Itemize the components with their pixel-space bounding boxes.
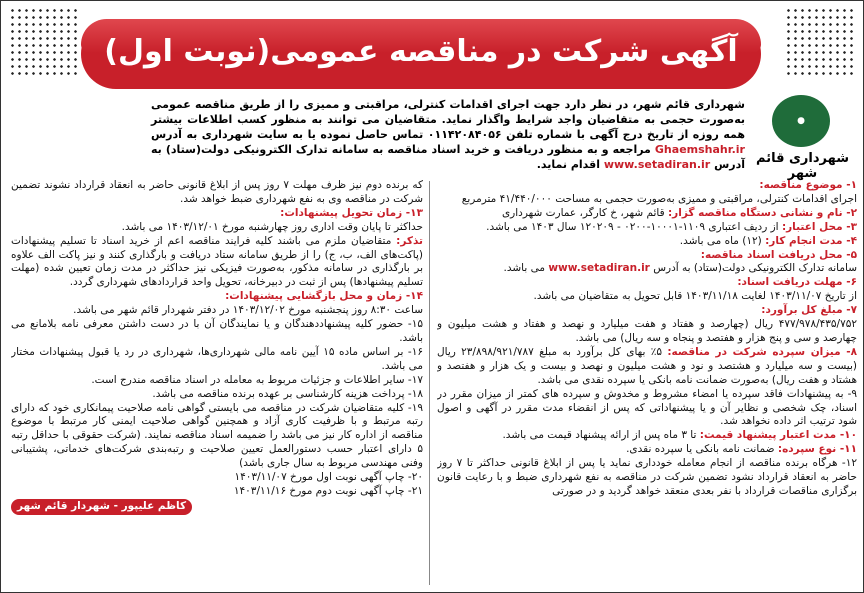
website-link[interactable]: Ghaemshahr.ir: [654, 143, 745, 156]
item-4-text: (۱۲) ماه می باشد.: [679, 234, 762, 247]
item-15-text: ۱۵- حضور کلیه پیشنهاددهندگان و یا نمایندگان آن با در دست داشتن معرفی نامه بلامانع می باشد.: [11, 318, 423, 344]
item-7-heading: ۷- مبلغ کل برآورد:: [761, 304, 857, 317]
title-banner: [81, 19, 761, 89]
item-20-text: ۲۰- چاپ آگهی نوبت اول مورخ ۱۴۰۳/۱۱/۰۷: [234, 471, 423, 484]
emblem-icon: ●: [772, 95, 830, 147]
dot-pattern-right: [785, 7, 855, 79]
item-5-heading: ۵- محل دریافت اسناد مناقصه:: [700, 248, 857, 261]
item-14-heading: ۱۴- زمان و محل بازگشایی پیشنهادات:: [225, 290, 423, 303]
item-19-text: ۱۹- کلیه متقاضیان شرکت در مناقصه می بایستی گواهی نامه صلاحیت پیمانکاری خود که دارای رتبه مرتبط و با ظرفیت کاری آزاد و همچنین گواهی صلاحیت ایمنی کار مرتبط با موضوع مناقصه از اداره کار نیز می باشد را ضمیمه اسناد مناقصه نمایند. (شرکت حقوقی با حداقل رتبه ۵ دارای اعتبار حسب دستورالعمل تعیین صلاحیت و رتبه‌بندی شرکت‌های خدماتی، پشتیبانی وفنی مهندسی مربوط به سال جاری باشد): [11, 401, 423, 470]
item-14-text: ساعت ۸:۳۰ روز پنجشنبه مورخ ۱۴۰۳/۱۲/۰۲ در دفتر شهردار قائم شهر می باشد.: [73, 304, 423, 317]
item-16-text: ۱۶- بر اساس ماده ۱۵ آیین نامه مالی شهرداری‌ها، شهرداری در رد یا قبول پیشنهادات مختار می باشد.: [11, 345, 423, 372]
item-12-continued: که برنده دوم نیز ظرف مهلت ۷ روز پس از ابلاغ قانونی حاضر به انعقاد قرارداد نشوند تضمین شرکت در مناقصه وی به نفع شهرداری ضبط خواهد شد.: [11, 179, 423, 205]
item-10-text: تا ۳ ماه پس از ارائه پیشنهاد قیمت می باشد.: [502, 429, 697, 442]
item-3-heading: ۳- محل اعتبار:: [781, 220, 857, 233]
item-5-text-end: می باشد.: [503, 262, 545, 275]
item-13-heading: ۱۳- زمان تحویل پیشنهادات:: [280, 206, 423, 219]
item-1-heading: ۱- موضوع مناقصه:: [759, 179, 857, 191]
column-divider: [429, 181, 430, 585]
intro-text-1: شهرداری قائم شهر، در نظر دارد جهت اجرای اقدامات کنترلی، مراقبتی و ممیزی را از طریق مناقصه عمومی به‌صورت حجمی به متقاضیان واجد شرایط واگذار نماید. متقاضیان می توانند به منظور کسب اطلاعات بیشتر همه روزه از تاریخ درج آگهی با شماره تلفن ۰۱۱۴۲۰۸۴۰۵۶ تماس حاصل نموده یا به سایت شهرداری به آدرس: [151, 98, 745, 141]
item-1-text: اجرای اقدامات کنترلی، مراقبتی و ممیزی به‌صورت حجمی به مساحت ۴۱/۴۴۰/۰۰۰ مترمربع: [461, 192, 857, 205]
item-10-heading: ۱۰- مدت اعتبار پیشنهاد قیمت:: [699, 429, 857, 442]
item-2-text: قائم شهر، خ کارگر، عمارت شهرداری: [501, 206, 665, 219]
item-11-heading: ۱۱- نوع سپرده:: [777, 443, 857, 456]
item-12-text: ۱۲- هرگاه برنده مناقصه از انجام معامله خودداری نماید یا پس از ابلاغ قانونی حداکثر تا ۷ روز حاضر به انعقاد قرارداد نشود تضمین شرکت در مناقصه به نفع شهرداری ضبط و با رعایت قانون برگزاری مناقصات قرارداد با نفر بعدی منعقد خواهد گردید و در صورتی: [437, 457, 857, 497]
item-5-text: سامانه تدارک الکترونیکی دولت(ستاد) به آدرس: [653, 262, 857, 275]
page-title: آگهی شرکت در مناقصه عمومی(نوبت اول): [104, 34, 738, 69]
item-2-heading: ۲- نام و نشانی دستگاه مناقصه گزار:: [667, 206, 857, 219]
item-5-link[interactable]: www.setadiran.ir: [548, 262, 650, 275]
item-8-text: ۵٪ بهای کل برآورد به مبلغ ۲۳/۸۹۸/۹۲۱/۷۸۷ ریال (بیست و سه میلیارد و هشتصد و نود و هشت میلیون و نهصد و بیست و یک هزار و هفتصد و هشتاد و هفت ریال) به‌صورت ضمانت نامه بانکی یا سپرده نقدی می باشد.: [437, 345, 857, 386]
intro-paragraph: [151, 97, 745, 172]
signature-badge: کاظم علیپور - شهردار قائم شهر: [11, 499, 192, 515]
intro-text-3: اقدام نماید.: [536, 158, 601, 171]
item-7-text: ۴۷۷/۹۷۸/۴۳۵/۷۵۲ ریال (چهارصد و هفتاد و هفت میلیارد و نهصد و هفتاد و هشت میلیون و چهارصد و سی و پنج هزار و هفتصد و پنجاه و سه ریال) می باشد.: [437, 318, 857, 344]
setadiran-link[interactable]: www.setadiran.ir: [603, 158, 711, 171]
logo-name: شهرداری قائم شهر: [756, 151, 849, 181]
intro-text-2: مراجعه و به منظور دریافت و خرید اسناد مناقصه به سامانه تدارک الکترونیکی دولت(ستاد) به آدرس: [151, 143, 745, 171]
item-21-text: ۲۱- چاپ آگهی نوبت دوم مورخ ۱۴۰۳/۱۱/۱۶: [233, 484, 423, 497]
item-3-text: از ردیف اعتباری ۱۱۰۹-۱۰۰۰۱-۰۲۰۰ - ۱۲۰۲۰۹ سال ۱۴۰۳ می باشد.: [486, 220, 779, 233]
left-column: [11, 179, 423, 587]
item-6-heading: ۶- مهلت دریافت اسناد:: [737, 276, 857, 289]
item-11-text: ضمانت نامه بانکی یا سپرده نقدی.: [626, 443, 775, 456]
item-8-heading: ۸- میزان سپرده شرکت در مناقصه:: [667, 345, 857, 358]
municipality-logo: [750, 93, 855, 181]
item-18-text: ۱۸- پرداخت هزینه کارشناسی بر عهده برنده مناقصه می باشد.: [152, 387, 423, 400]
item-17-text: ۱۷- سایر اطلاعات و جزئیات مربوط به معامله در اسناد مناقصه مندرج است.: [91, 373, 423, 386]
item-6-text: از تاریخ ۱۴۰۳/۱۱/۰۷ لغایت ۱۴۰۳/۱۱/۱۸ قابل تحویل به متقاضیان می باشد.: [533, 290, 857, 303]
right-column: [437, 179, 857, 587]
item-13-text: حداکثر تا پایان وقت اداری روز چهارشنبه مورخ ۱۴۰۳/۱۲/۰۱ می باشد.: [121, 220, 423, 233]
item-9-text: ۹- به پیشنهادات فاقد سپرده یا امضاء مشروط و مخدوش و سپرده های کمتر از میزان مقرر در اسناد، چک شخصی و نظایر آن و یا پیشنهاداتی که پس از انقضاء مدت مقرر در آگهی و اصول شود ترتیب اثر داده نخواهد شد.: [437, 387, 857, 428]
note-text: متقاضیان ملزم می باشند کلیه فرایند مناقصه اعم از خرید اسناد تا تسلیم پیشنهادات (پاکت‌های الف، ب، ج) را از طریق سامانه ستاد دریافت و بارگذاری کنند و نیز پاکت الف علاوه بر بارگذاری در سامانه مذکور، به‌صورت فیزیکی نیز حداکثر در مدت زمان تعیین شده (مهلت تسلیم پیشنهادها) پس از ثبت در دبیرخانه، تحویل واحد قراردادهای شهرداری گردد.: [11, 234, 423, 289]
dot-pattern-left: [9, 7, 79, 79]
item-4-heading: ۴- مدت انجام کار:: [765, 234, 857, 247]
note-heading: تذکر:: [396, 234, 423, 247]
